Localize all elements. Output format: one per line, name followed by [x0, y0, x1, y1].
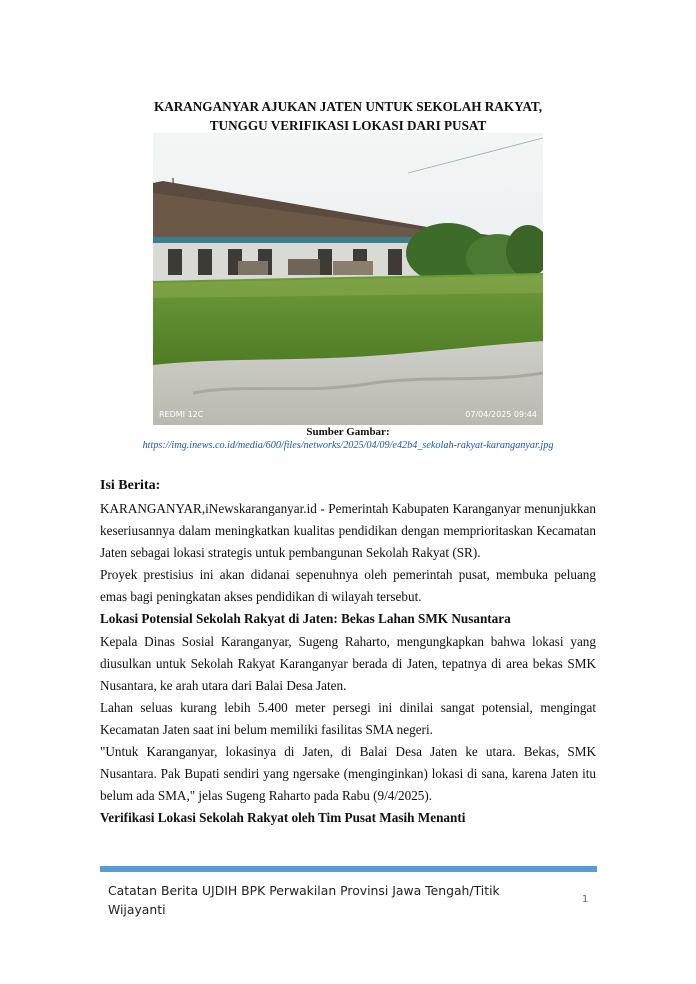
paragraph: Kepala Dinas Sosial Karanganyar, Sugeng Raharto, mengungkapkan bahwa lokasi yang diusulkan untuk Sekolah Rakyat Karanganyar berada di Jaten, tepatnya di area bekas SMK Nusantara, ke arah utara dari Balai Desa Jaten.: [100, 634, 596, 693]
image-source-url: https://img.inews.co.id/media/600/files/networks/2025/04/09/e42b4_sekolah-rakyat-karanganyar.jpg: [142, 440, 554, 451]
footer-rule: [100, 866, 597, 872]
paragraph: KARANGANYAR,iNewskaranganyar.id - Pemerintah Kabupaten Karanganyar menunjukkan keseriusannya dalam meningkatkan kualitas pendidikan dengan memprioritaskan Kecamatan Jaten sebagai lokasi strategis untuk pembangunan Sekolah Rakyat (SR).: [100, 501, 596, 560]
title-line-2: TUNGGU VERIFIKASI LOKASI DARI PUSAT: [209, 118, 487, 133]
photo-watermark-left: REDMI 12C: [159, 410, 204, 419]
page-number: 1: [582, 894, 589, 905]
title-line-1: KARANGANYAR AJUKAN JATEN UNTUK SEKOLAH RAKYAT,: [153, 99, 543, 114]
article-title: [100, 97, 596, 135]
subheading-location: Lokasi Potensial Sekolah Rakyat di Jaten: Bekas Lahan SMK Nusantara: [100, 611, 511, 626]
subheading-verification: Verifikasi Lokasi Sekolah Rakyat oleh Tim Pusat Masih Menanti: [100, 810, 466, 825]
article-body: [100, 475, 596, 830]
paragraph-quote: "Untuk Karanganyar, lokasinya di Jaten, di Balai Desa Jaten ke utara. Bekas, SMK Nusantara. Pak Bupati sendiri yang ngersake (menginginkan) lokasi di sana, karena Jaten itu belum ada SMA," jelas Sugeng Raharto pada Rabu (9/4/2025).: [100, 744, 596, 803]
paragraph: Proyek prestisius ini akan didanai sepenuhnya oleh pemerintah pusat, membuka peluang emas bagi peningkatan akses pendidikan di wilayah tersebut.: [100, 567, 596, 604]
paragraph: Lahan seluas kurang lebih 5.400 meter persegi ini dinilai sangat potensial, mengingat Kecamatan Jaten saat ini belum memiliki fasilitas SMA negeri.: [100, 700, 596, 737]
photo-watermark-right: 07/04/2025 09:44: [465, 410, 537, 419]
article-photo: [153, 133, 543, 425]
content-label: Isi Berita:: [100, 478, 161, 493]
footer-text: Catatan Berita UJDIH BPK Perwakilan Provinsi Jawa Tengah/Titik Wijayanti: [108, 883, 500, 917]
image-source-label: Sumber Gambar:: [306, 426, 390, 438]
